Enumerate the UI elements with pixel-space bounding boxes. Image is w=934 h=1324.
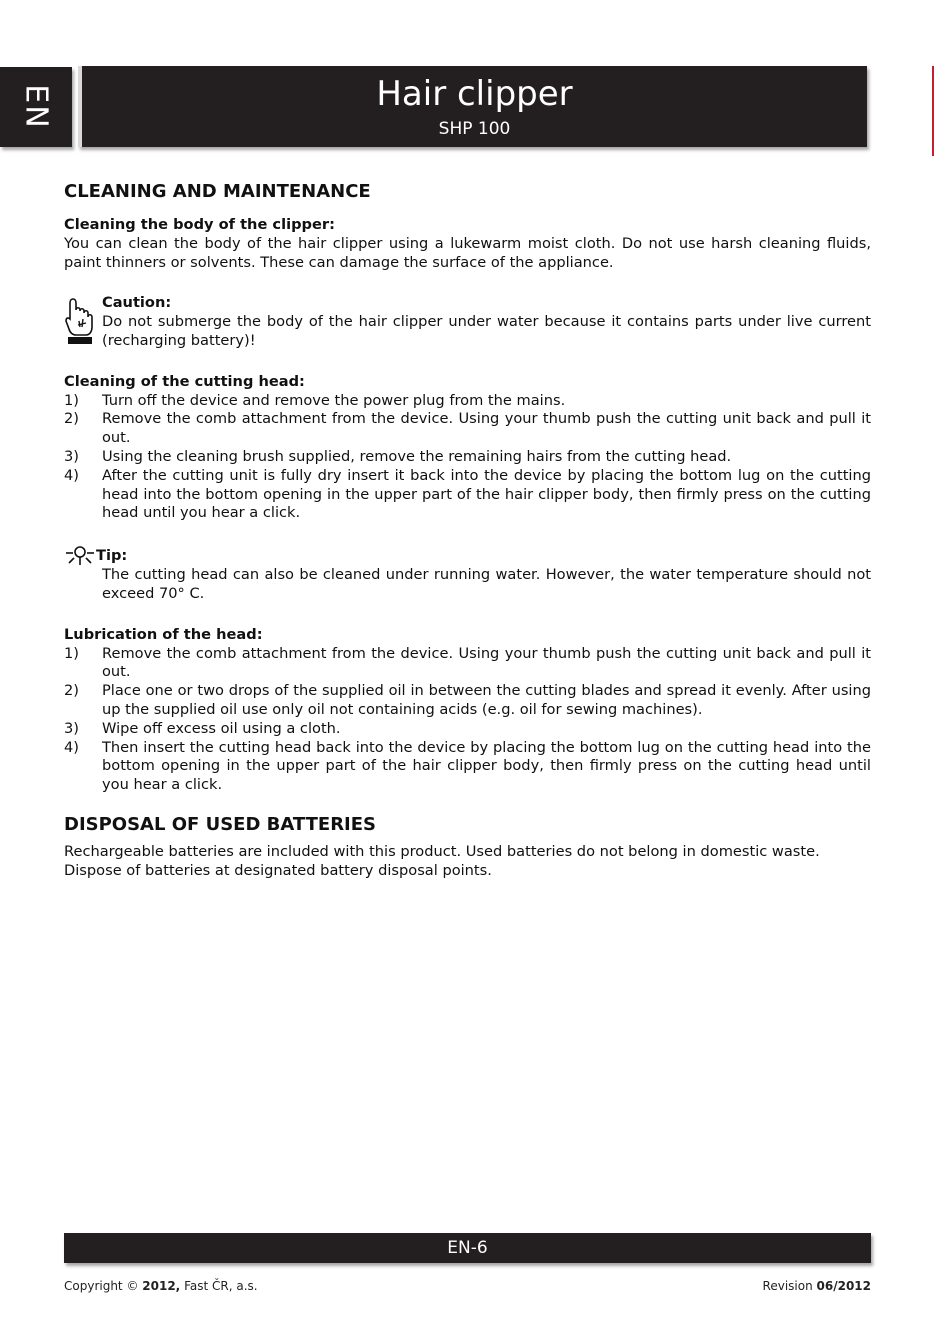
body-cleaning-text: You can clean the body of the hair clipper using a lukewarm moist cloth. Do not use harsh cleaning fluids, paint thinners or solvents. These can damage the surface of the appliance. [64, 234, 871, 271]
disposal-heading: DISPOSAL OF USED BATTERIES [64, 813, 377, 835]
list-item: 4) After the cutting unit is fully dry insert it back into the device by placing the bottom lug on the cutting head into the bottom opening in the upper part of the hair clipper body, then firmly press on the cutting head until you hear a click. [64, 466, 871, 522]
list-item: 3) Using the cleaning brush supplied, remove the remaining hairs from the cutting head. [64, 447, 732, 465]
caution-label: Caution: [102, 294, 172, 312]
list-item: 4) Then insert the cutting head back into the device by placing the bottom lug on the cutting head into the bottom opening in the upper part of the hair clipper body, then firmly press on the cutting head until you hear a click. [64, 738, 871, 794]
body-cleaning-title: Cleaning the body of the clipper: [64, 216, 335, 233]
tip-note [64, 545, 871, 604]
page-number: EN-6 [447, 1238, 488, 1258]
list-item: 2) Remove the comb attachment from the device. Using your thumb push the cutting unit back and pull it out. [64, 410, 871, 447]
warning-hand-icon [64, 297, 96, 347]
head-cleaning-title: Cleaning of the cutting head: [64, 372, 305, 390]
list-item: 2) Place one or two drops of the supplied oil in between the cutting blades and spread it evenly. After using up the supplied oil use only oil not containing acids (e.g. oil for sewing machines). [64, 682, 871, 718]
page-header [78, 66, 867, 147]
page-number-bar [64, 1233, 871, 1263]
caution-text: Do not submerge the body of the hair clipper under water because it contains parts under live current (recharging battery)! [102, 313, 871, 349]
list-item: 1) Remove the comb attachment from the device. Using your thumb push the cutting unit back and pull it out. [64, 644, 871, 681]
list-item: 1) Turn off the device and remove the power plug from the mains. [64, 391, 566, 409]
disposal-line-2: Dispose of batteries at designated battery disposal points. [64, 861, 492, 879]
disposal-line-1: Rechargeable batteries are included with this product. Used batteries do not belong in domestic waste. [64, 842, 820, 860]
list-item: 3) Wipe off excess oil using a cloth. [64, 719, 341, 737]
lubrication-title: Lubrication of the head: [64, 625, 263, 643]
language-label: EN [18, 84, 54, 130]
revision: Revision 06/2012 [762, 1279, 871, 1293]
cleaning-heading: CLEANING AND MAINTENANCE [64, 181, 371, 202]
lightbulb-icon [64, 543, 96, 567]
tip-text: The cutting head can also be cleaned under running water. However, the water temperature should not exceed 70° C. [102, 566, 871, 602]
language-tab [0, 67, 72, 147]
page-title: Hair clipper [376, 74, 573, 114]
caution-note [64, 294, 871, 350]
main-content [64, 178, 871, 881]
model-number: SHP 100 [438, 119, 511, 139]
head-cleaning-steps [64, 392, 871, 524]
copyright: Copyright © 2012, Fast ČR, a.s. [64, 1279, 258, 1293]
tip-label: Tip: [96, 547, 128, 565]
lubrication-steps [64, 645, 871, 795]
